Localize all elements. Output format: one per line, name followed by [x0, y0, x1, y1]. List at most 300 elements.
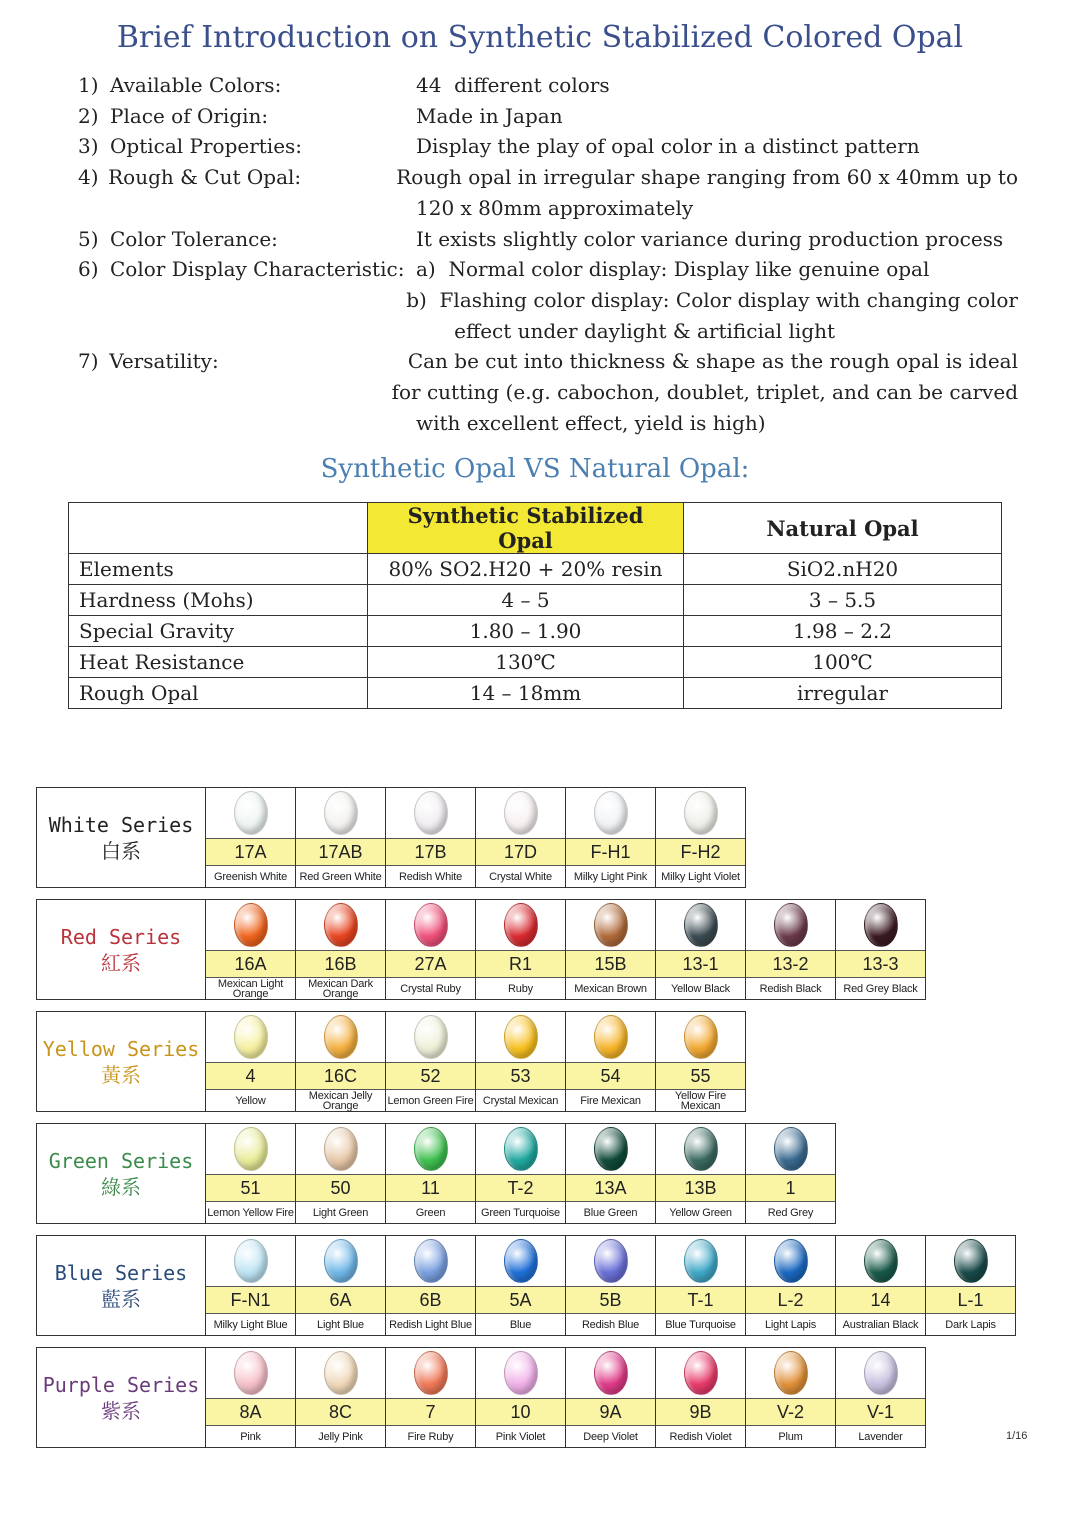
color-swatch-cell — [656, 1348, 746, 1447]
color-code: 5B — [566, 1287, 655, 1314]
color-code: 17AB — [296, 839, 385, 866]
color-swatch-cell — [746, 1124, 835, 1223]
color-code: 9A — [566, 1399, 655, 1426]
spec-label: Place of Origin: — [110, 103, 269, 128]
opal-stone-icon — [414, 1127, 448, 1171]
stone-image-area — [386, 1348, 475, 1399]
color-name: Milky Light Pink — [573, 870, 648, 883]
color-swatch-cell — [476, 1236, 566, 1335]
color-name: Dark Lapis — [945, 1318, 996, 1331]
color-name: Yellow Fire Mexican — [674, 1089, 727, 1112]
opal-stone-icon — [324, 1015, 358, 1059]
color-swatch-cell — [926, 1236, 1015, 1335]
stone-image-area — [296, 1236, 385, 1287]
synthetic-value: 80% SO2.H20 + 20% resin — [368, 554, 684, 585]
color-name: Yellow Green — [669, 1206, 732, 1219]
spec-row — [78, 346, 1018, 377]
color-name: Redish White — [398, 870, 462, 883]
stone-image-area — [206, 900, 295, 951]
color-swatch-cell — [386, 788, 476, 887]
natural-value: 3 – 5.5 — [684, 585, 1002, 616]
series-name: Blue Series — [54, 1260, 188, 1285]
color-name: Mexican Dark Orange — [308, 977, 373, 1000]
spec-value: with excellent effect, yield is high) — [416, 410, 766, 435]
color-name: Red Green White — [299, 870, 382, 883]
color-name: Yellow Black — [671, 982, 730, 995]
color-code: 13B — [656, 1175, 745, 1202]
color-name: Lavender — [858, 1430, 903, 1443]
opal-stone-icon — [234, 1015, 268, 1059]
color-swatch-cell — [566, 788, 656, 887]
color-swatch-cell — [206, 1236, 296, 1335]
spec-row — [78, 408, 1018, 439]
opal-stone-icon — [864, 1351, 898, 1395]
comparison-header-synthetic: Synthetic Stabilized Opal — [368, 503, 684, 554]
stone-image-area — [836, 900, 925, 951]
color-swatch-cell — [566, 1124, 656, 1223]
opal-stone-icon — [504, 791, 538, 835]
stone-image-area — [656, 1236, 745, 1287]
comparison-row — [69, 616, 1002, 647]
spec-number — [78, 193, 110, 224]
spec-value: It exists slightly color variance during production process — [416, 226, 1004, 251]
spec-label: Optical Properties: — [110, 134, 303, 159]
series-block — [36, 1011, 746, 1112]
stone-image-area — [656, 788, 745, 839]
color-code: 16C — [296, 1063, 385, 1090]
stone-image-area — [566, 788, 655, 839]
opal-stone-icon — [684, 903, 718, 947]
page-title: Brief Introduction on Synthetic Stabilized Colored Opal — [116, 20, 964, 55]
series-label — [37, 1012, 206, 1111]
stone-image-area — [836, 1348, 925, 1399]
color-name: Blue Turquoise — [665, 1318, 736, 1331]
opal-stone-icon — [774, 1127, 808, 1171]
opal-stone-icon — [594, 1127, 628, 1171]
comparison-header-blank — [69, 503, 368, 554]
color-code: T-1 — [656, 1287, 745, 1314]
spec-number: 2) — [78, 103, 99, 128]
comparison-row — [69, 647, 1002, 678]
opal-stone-icon — [234, 1239, 268, 1283]
color-swatch-cell — [386, 900, 476, 999]
color-code: F-H2 — [656, 839, 745, 866]
property-name: Special Gravity — [69, 616, 368, 647]
color-code: 53 — [476, 1063, 565, 1090]
color-name: Mexican Jelly Orange — [308, 1089, 373, 1112]
opal-stone-icon — [504, 903, 538, 947]
color-name: Pink — [240, 1430, 261, 1443]
color-swatch-cell — [296, 1012, 386, 1111]
spec-row — [78, 224, 1018, 255]
stone-image-area — [296, 788, 385, 839]
opal-stone-icon — [234, 1127, 268, 1171]
color-name: Yellow — [235, 1094, 266, 1107]
natural-value: irregular — [684, 678, 1002, 709]
synthetic-value: 130℃ — [368, 647, 684, 678]
series-label — [37, 1236, 206, 1335]
series-name-cjk: 白系 — [101, 838, 141, 863]
color-name: Redish Violet — [669, 1430, 732, 1443]
spec-number: 4) — [78, 165, 99, 190]
color-swatch-cell — [836, 1348, 925, 1447]
natural-value: SiO2.nH20 — [684, 554, 1002, 585]
spec-value: a) Normal color display: Display like genuine opal — [416, 257, 930, 282]
comparison-header-natural: Natural Opal — [684, 503, 1002, 554]
color-code: 16A — [206, 951, 295, 978]
color-code: 51 — [206, 1175, 295, 1202]
color-code: 17B — [386, 839, 475, 866]
color-name: Mexican Light Orange — [217, 977, 284, 1000]
color-name: Ruby — [508, 982, 533, 995]
stone-image-area — [386, 788, 475, 839]
color-swatch-cell — [836, 900, 925, 999]
color-code: 6A — [296, 1287, 385, 1314]
stone-image-area — [386, 900, 475, 951]
series-name: Red Series — [60, 924, 182, 949]
color-swatch-cell — [206, 788, 296, 887]
color-name: Lemon Green Fire — [387, 1094, 474, 1107]
opal-stone-icon — [594, 903, 628, 947]
opal-stone-icon — [234, 791, 268, 835]
color-name: Crystal Mexican — [482, 1094, 559, 1107]
color-swatch-cell — [836, 1236, 926, 1335]
color-code: 55 — [656, 1063, 745, 1090]
opal-stone-icon — [324, 791, 358, 835]
color-name: Pink Violet — [495, 1430, 546, 1443]
color-code: 10 — [476, 1399, 565, 1426]
color-code: 9B — [656, 1399, 745, 1426]
color-swatch-cell — [656, 1124, 746, 1223]
color-code: 13-1 — [656, 951, 745, 978]
stone-image-area — [206, 1348, 295, 1399]
spec-number — [78, 377, 108, 408]
opal-stone-icon — [414, 791, 448, 835]
color-swatch-cell — [206, 1012, 296, 1111]
color-code: F-H1 — [566, 839, 655, 866]
color-swatch-cell — [386, 1012, 476, 1111]
color-swatch-cell — [476, 900, 566, 999]
page-number: 1/16 — [1006, 1430, 1028, 1442]
color-code: 13-2 — [746, 951, 835, 978]
color-swatch-cell — [206, 900, 296, 999]
synthetic-value: 4 – 5 — [368, 585, 684, 616]
color-swatch-cell — [746, 900, 836, 999]
color-swatch-cell — [386, 1348, 476, 1447]
series-name-cjk: 紅系 — [101, 950, 141, 975]
spec-value: Display the play of opal color in a distinct pattern — [416, 134, 920, 159]
stone-image-area — [296, 1124, 385, 1175]
stone-image-area — [206, 1012, 295, 1063]
stone-image-area — [296, 900, 385, 951]
series-label — [37, 1348, 206, 1447]
series-name-cjk: 藍系 — [101, 1286, 141, 1311]
opal-stone-icon — [594, 1351, 628, 1395]
color-name: Fire Ruby — [407, 1430, 454, 1443]
opal-stone-icon — [324, 903, 358, 947]
series-name-cjk: 綠系 — [101, 1174, 141, 1199]
color-swatch-cell — [296, 1236, 386, 1335]
stone-image-area — [566, 1012, 655, 1063]
color-swatch-cell — [476, 1124, 566, 1223]
opal-stone-icon — [414, 1239, 448, 1283]
series-name: Purple Series — [42, 1372, 200, 1397]
spec-label — [110, 316, 416, 347]
opal-stone-icon — [954, 1239, 988, 1283]
color-name: Milky Light Blue — [213, 1318, 288, 1331]
color-code: V-1 — [836, 1399, 925, 1426]
spec-number: 3) — [78, 134, 99, 159]
color-swatch-cell — [656, 1012, 745, 1111]
stone-image-area — [926, 1236, 1015, 1287]
opal-stone-icon — [594, 1015, 628, 1059]
spec-label — [108, 377, 392, 408]
stone-image-area — [746, 1348, 835, 1399]
stone-image-area — [206, 788, 295, 839]
spec-row — [78, 131, 1018, 162]
color-code: 13A — [566, 1175, 655, 1202]
color-name: Green — [415, 1206, 446, 1219]
opal-stone-icon — [684, 1127, 718, 1171]
opal-stone-icon — [324, 1127, 358, 1171]
color-name: Mexican Brown — [574, 982, 647, 995]
color-name: Redish Blue — [581, 1318, 640, 1331]
opal-stone-icon — [324, 1239, 358, 1283]
color-code: 8A — [206, 1399, 295, 1426]
stone-image-area — [476, 1236, 565, 1287]
spec-value: for cutting (e.g. cabochon, doublet, triplet, and can be carved — [391, 380, 1018, 405]
color-name: Plum — [778, 1430, 803, 1443]
color-name: Blue Green — [583, 1206, 638, 1219]
synthetic-value: 1.80 – 1.90 — [368, 616, 684, 647]
color-name: Light Blue — [317, 1318, 364, 1331]
color-swatch-cell — [476, 1012, 566, 1111]
color-code: V-2 — [746, 1399, 835, 1426]
spec-row — [78, 101, 1018, 132]
spec-value: b) Flashing color display: Color display with changing color — [406, 287, 1018, 312]
stone-image-area — [296, 1012, 385, 1063]
property-name: Elements — [69, 554, 368, 585]
stone-image-area — [476, 1124, 565, 1175]
spec-label — [109, 285, 406, 316]
spec-number — [78, 408, 110, 439]
natural-value: 1.98 – 2.2 — [684, 616, 1002, 647]
series-name-cjk: 黃系 — [101, 1062, 141, 1087]
spec-row — [78, 162, 1018, 193]
opal-stone-icon — [414, 1015, 448, 1059]
color-code: 13-3 — [836, 951, 925, 978]
opal-stone-icon — [864, 1239, 898, 1283]
stone-image-area — [206, 1236, 295, 1287]
spec-label: Versatility: — [109, 349, 219, 374]
color-name: Red Grey — [767, 1206, 814, 1219]
opal-stone-icon — [414, 1351, 448, 1395]
series-label — [37, 1124, 206, 1223]
color-code: 15B — [566, 951, 655, 978]
series-name-cjk: 紫系 — [101, 1398, 141, 1423]
color-name: Milky Light Violet — [661, 870, 740, 883]
opal-stone-icon — [504, 1015, 538, 1059]
color-code: L-2 — [746, 1287, 835, 1314]
opal-stone-icon — [684, 1015, 718, 1059]
color-code: 17D — [476, 839, 565, 866]
stone-image-area — [656, 1012, 745, 1063]
spec-number: 7) — [78, 349, 99, 374]
spec-value: effect under daylight & artificial light — [416, 318, 836, 343]
color-code: 17A — [206, 839, 295, 866]
color-swatch-cell — [296, 788, 386, 887]
specifications-list — [78, 70, 1018, 438]
spec-row — [78, 193, 1018, 224]
property-name: Hardness (Mohs) — [69, 585, 368, 616]
natural-value: 100℃ — [684, 647, 1002, 678]
spec-label — [110, 408, 416, 439]
color-name: Blue — [509, 1318, 532, 1331]
color-swatch-cell — [566, 900, 656, 999]
stone-image-area — [656, 1124, 745, 1175]
spec-value: 44 different colors — [416, 73, 610, 97]
stone-image-area — [566, 1348, 655, 1399]
color-name: Deep Violet — [583, 1430, 638, 1443]
opal-stone-icon — [684, 791, 718, 835]
color-swatch-cell — [656, 788, 745, 887]
color-code: 7 — [386, 1399, 475, 1426]
spec-number: 6) — [78, 257, 99, 282]
synthetic-value: 14 – 18mm — [368, 678, 684, 709]
color-code: 16B — [296, 951, 385, 978]
series-label — [37, 788, 206, 887]
color-name: Crystal Ruby — [400, 982, 461, 995]
comparison-title: Synthetic Opal VS Natural Opal: — [320, 454, 750, 484]
stone-image-area — [386, 1236, 475, 1287]
series-block — [36, 1235, 1016, 1336]
stone-image-area — [746, 900, 835, 951]
opal-stone-icon — [504, 1239, 538, 1283]
color-swatch-cell — [656, 1236, 746, 1335]
stone-image-area — [656, 900, 745, 951]
color-name: Fire Mexican — [580, 1094, 641, 1107]
stone-image-area — [476, 1348, 565, 1399]
series-name: White Series — [48, 812, 194, 837]
color-swatch-cell — [476, 1348, 566, 1447]
comparison-row — [69, 585, 1002, 616]
spec-number — [78, 285, 109, 316]
opal-stone-icon — [234, 903, 268, 947]
series-block — [36, 1347, 926, 1448]
spec-number: 1) — [78, 73, 99, 97]
comparison-header-row — [69, 503, 1002, 554]
spec-label — [110, 193, 416, 224]
series-block — [36, 787, 746, 888]
opal-stone-icon — [774, 903, 808, 947]
spec-value: Can be cut into thickness & shape as the rough opal is ideal — [407, 349, 1018, 374]
color-swatch-cell — [656, 900, 746, 999]
opal-stone-icon — [684, 1239, 718, 1283]
color-name: Lemon Yellow Fire — [207, 1206, 294, 1219]
color-name: Light Green — [312, 1206, 369, 1219]
color-code: 50 — [296, 1175, 385, 1202]
color-code: R1 — [476, 951, 565, 978]
comparison-row — [69, 678, 1002, 709]
opal-stone-icon — [774, 1239, 808, 1283]
stone-image-area — [386, 1124, 475, 1175]
series-label — [37, 900, 206, 999]
opal-stone-icon — [864, 903, 898, 947]
color-code: 4 — [206, 1063, 295, 1090]
opal-stone-icon — [504, 1127, 538, 1171]
property-name: Heat Resistance — [69, 647, 368, 678]
color-code: 8C — [296, 1399, 385, 1426]
color-swatch-cell — [386, 1236, 476, 1335]
stone-image-area — [746, 1124, 835, 1175]
color-swatch-cell — [206, 1124, 296, 1223]
stone-image-area — [476, 900, 565, 951]
color-swatch-cell — [746, 1348, 836, 1447]
stone-image-area — [206, 1124, 295, 1175]
spec-label: Available Colors: — [110, 73, 282, 97]
color-code: 6B — [386, 1287, 475, 1314]
color-name: Australian Black — [842, 1318, 919, 1331]
color-swatch-cell — [296, 1124, 386, 1223]
color-swatch-cell — [746, 1236, 836, 1335]
stone-image-area — [566, 900, 655, 951]
opal-stone-icon — [234, 1351, 268, 1395]
spec-value: Rough opal in irregular shape ranging from 60 x 40mm up to — [396, 165, 1018, 190]
stone-image-area — [836, 1236, 925, 1287]
comparison-row — [69, 554, 1002, 585]
opal-stone-icon — [774, 1351, 808, 1395]
color-code: 5A — [476, 1287, 565, 1314]
color-name: Jelly Pink — [318, 1430, 363, 1443]
color-code: 54 — [566, 1063, 655, 1090]
color-swatch-cell — [476, 788, 566, 887]
color-code: 11 — [386, 1175, 475, 1202]
color-code: 1 — [746, 1175, 835, 1202]
stone-image-area — [566, 1236, 655, 1287]
color-code: 52 — [386, 1063, 475, 1090]
color-name: Redish Light Blue — [389, 1318, 472, 1331]
color-swatch-cell — [566, 1236, 656, 1335]
color-name: Redish Black — [759, 982, 822, 995]
stone-image-area — [476, 1012, 565, 1063]
color-name: Greenish White — [213, 870, 287, 883]
color-code: L-1 — [926, 1287, 1015, 1314]
color-name: Light Lapis — [764, 1318, 816, 1331]
series-name: Green Series — [48, 1148, 194, 1173]
opal-stone-icon — [594, 791, 628, 835]
color-swatch-cell — [296, 1348, 386, 1447]
spec-number: 5) — [78, 226, 99, 251]
spec-label: Color Display Characteristic: — [110, 257, 405, 282]
stone-image-area — [296, 1348, 385, 1399]
spec-label: Color Tolerance: — [110, 226, 278, 251]
spec-value: 120 x 80mm approximately — [416, 195, 694, 220]
color-name: Crystal White — [489, 870, 552, 883]
spec-row — [78, 377, 1018, 408]
spec-value: Made in Japan — [416, 103, 563, 128]
opal-stone-icon — [414, 903, 448, 947]
opal-stone-icon — [684, 1351, 718, 1395]
spec-row — [78, 316, 1018, 347]
stone-image-area — [476, 788, 565, 839]
stone-image-area — [656, 1348, 745, 1399]
series-name: Yellow Series — [42, 1036, 200, 1061]
spec-number — [78, 316, 110, 347]
spec-label: Rough & Cut Opal: — [108, 165, 302, 190]
color-name: Green Turquoise — [481, 1206, 560, 1219]
opal-stone-icon — [504, 1351, 538, 1395]
comparison-table — [68, 502, 1002, 709]
